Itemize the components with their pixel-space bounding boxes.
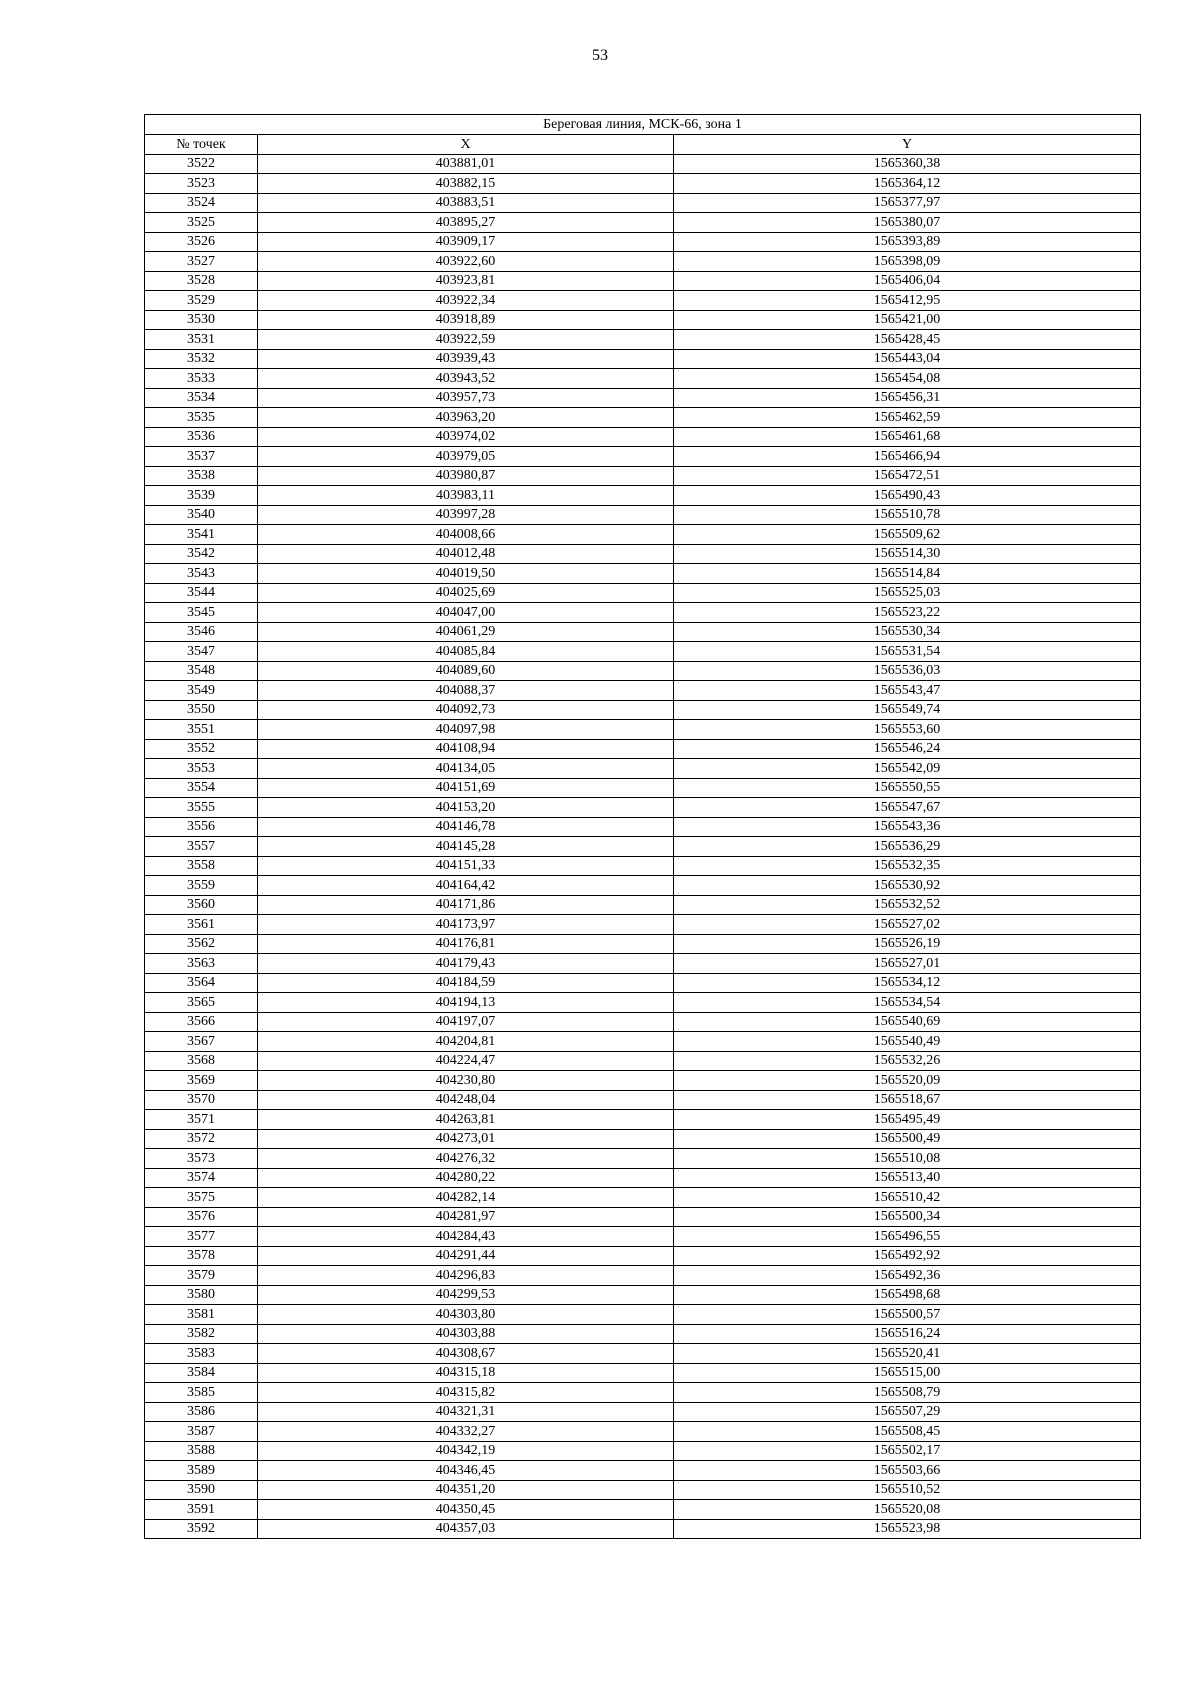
table-row: [145, 310, 1141, 330]
x-coordinate-cell: 403983,11: [258, 486, 674, 506]
column-header-point-number: № точек: [145, 135, 258, 155]
table-row: [145, 1188, 1141, 1208]
point-number-cell: 3534: [145, 388, 258, 408]
x-coordinate-cell: 404134,05: [258, 759, 674, 779]
x-coordinate-cell: 404019,50: [258, 564, 674, 584]
table-row: [145, 252, 1141, 272]
y-coordinate-cell: 1565514,84: [674, 564, 1141, 584]
x-coordinate-cell: 403980,87: [258, 466, 674, 486]
table-row: [145, 1305, 1141, 1325]
y-coordinate-cell: 1565377,97: [674, 193, 1141, 213]
table-row: [145, 427, 1141, 447]
x-coordinate-cell: 404230,80: [258, 1071, 674, 1091]
y-coordinate-cell: 1565398,09: [674, 252, 1141, 272]
point-number-cell: 3540: [145, 505, 258, 525]
y-coordinate-cell: 1565518,67: [674, 1090, 1141, 1110]
point-number-cell: 3574: [145, 1168, 258, 1188]
point-number-cell: 3560: [145, 895, 258, 915]
y-coordinate-cell: 1565510,08: [674, 1149, 1141, 1169]
point-number-cell: 3531: [145, 330, 258, 350]
table-row: [145, 1441, 1141, 1461]
point-number-cell: 3530: [145, 310, 258, 330]
table-row: [145, 622, 1141, 642]
point-number-cell: 3542: [145, 544, 258, 564]
x-coordinate-cell: 404173,97: [258, 915, 674, 935]
x-coordinate-cell: 404284,43: [258, 1227, 674, 1247]
table-row: [145, 544, 1141, 564]
x-coordinate-cell: 404315,82: [258, 1383, 674, 1403]
y-coordinate-cell: 1565360,38: [674, 154, 1141, 174]
y-coordinate-cell: 1565495,49: [674, 1110, 1141, 1130]
table-row: [145, 388, 1141, 408]
y-coordinate-cell: 1565406,04: [674, 271, 1141, 291]
table-row: [145, 1480, 1141, 1500]
x-coordinate-cell: 403957,73: [258, 388, 674, 408]
point-number-cell: 3559: [145, 876, 258, 896]
point-number-cell: 3547: [145, 642, 258, 662]
y-coordinate-cell: 1565443,04: [674, 349, 1141, 369]
x-coordinate-cell: 404303,88: [258, 1324, 674, 1344]
x-coordinate-cell: 403979,05: [258, 447, 674, 467]
x-coordinate-cell: 404025,69: [258, 583, 674, 603]
point-number-cell: 3522: [145, 154, 258, 174]
table-row: [145, 1285, 1141, 1305]
y-coordinate-cell: 1565510,78: [674, 505, 1141, 525]
point-number-cell: 3569: [145, 1071, 258, 1091]
point-number-cell: 3533: [145, 369, 258, 389]
y-coordinate-cell: 1565510,52: [674, 1480, 1141, 1500]
x-coordinate-cell: 403882,15: [258, 174, 674, 194]
y-coordinate-cell: 1565547,67: [674, 798, 1141, 818]
table-row: [145, 330, 1141, 350]
point-number-cell: 3585: [145, 1383, 258, 1403]
point-number-cell: 3586: [145, 1402, 258, 1422]
table-row: [145, 934, 1141, 954]
table-row: [145, 193, 1141, 213]
y-coordinate-cell: 1565516,24: [674, 1324, 1141, 1344]
y-coordinate-cell: 1565525,03: [674, 583, 1141, 603]
table-row: [145, 1032, 1141, 1052]
table-row: [145, 1422, 1141, 1442]
point-number-cell: 3581: [145, 1305, 258, 1325]
y-coordinate-cell: 1565421,00: [674, 310, 1141, 330]
point-number-cell: 3554: [145, 778, 258, 798]
table-row: [145, 1071, 1141, 1091]
y-coordinate-cell: 1565364,12: [674, 174, 1141, 194]
table-body: [145, 154, 1141, 1539]
y-coordinate-cell: 1565520,41: [674, 1344, 1141, 1364]
y-coordinate-cell: 1565532,35: [674, 856, 1141, 876]
table-title-row: [145, 115, 1141, 135]
x-coordinate-cell: 404012,48: [258, 544, 674, 564]
y-coordinate-cell: 1565508,45: [674, 1422, 1141, 1442]
table-row: [145, 583, 1141, 603]
y-coordinate-cell: 1565527,01: [674, 954, 1141, 974]
table-row: [145, 1110, 1141, 1130]
table-row: [145, 1383, 1141, 1403]
x-coordinate-cell: 404061,29: [258, 622, 674, 642]
x-coordinate-cell: 404281,97: [258, 1207, 674, 1227]
point-number-cell: 3557: [145, 837, 258, 857]
point-number-cell: 3576: [145, 1207, 258, 1227]
y-coordinate-cell: 1565550,55: [674, 778, 1141, 798]
point-number-cell: 3550: [145, 700, 258, 720]
y-coordinate-cell: 1565536,03: [674, 661, 1141, 681]
x-coordinate-cell: 403922,60: [258, 252, 674, 272]
table-row: [145, 915, 1141, 935]
y-coordinate-cell: 1565498,68: [674, 1285, 1141, 1305]
y-coordinate-cell: 1565461,68: [674, 427, 1141, 447]
y-coordinate-cell: 1565534,12: [674, 973, 1141, 993]
y-coordinate-cell: 1565536,29: [674, 837, 1141, 857]
table-row: [145, 1461, 1141, 1481]
y-coordinate-cell: 1565508,79: [674, 1383, 1141, 1403]
table-row: [145, 505, 1141, 525]
table-row: [145, 1207, 1141, 1227]
y-coordinate-cell: 1565500,34: [674, 1207, 1141, 1227]
x-coordinate-cell: 404151,69: [258, 778, 674, 798]
column-header-x: X: [258, 135, 674, 155]
x-coordinate-cell: 404194,13: [258, 993, 674, 1013]
table-row: [145, 778, 1141, 798]
y-coordinate-cell: 1565503,66: [674, 1461, 1141, 1481]
x-coordinate-cell: 404351,20: [258, 1480, 674, 1500]
table-row: [145, 661, 1141, 681]
point-number-cell: 3552: [145, 739, 258, 759]
table-row: [145, 1227, 1141, 1247]
y-coordinate-cell: 1565530,92: [674, 876, 1141, 896]
x-coordinate-cell: 404276,32: [258, 1149, 674, 1169]
x-coordinate-cell: 404342,19: [258, 1441, 674, 1461]
table-row: [145, 1402, 1141, 1422]
x-coordinate-cell: 404296,83: [258, 1266, 674, 1286]
x-coordinate-cell: 403895,27: [258, 213, 674, 233]
point-number-cell: 3563: [145, 954, 258, 974]
table-row: [145, 759, 1141, 779]
x-coordinate-cell: 403974,02: [258, 427, 674, 447]
x-coordinate-cell: 404179,43: [258, 954, 674, 974]
table-row: [145, 603, 1141, 623]
x-coordinate-cell: 404248,04: [258, 1090, 674, 1110]
point-number-cell: 3523: [145, 174, 258, 194]
y-coordinate-cell: 1565500,49: [674, 1129, 1141, 1149]
point-number-cell: 3590: [145, 1480, 258, 1500]
x-coordinate-cell: 404303,80: [258, 1305, 674, 1325]
y-coordinate-cell: 1565549,74: [674, 700, 1141, 720]
x-coordinate-cell: 404085,84: [258, 642, 674, 662]
table-row: [145, 642, 1141, 662]
x-coordinate-cell: 404047,00: [258, 603, 674, 623]
table-row: [145, 525, 1141, 545]
y-coordinate-cell: 1565527,02: [674, 915, 1141, 935]
y-coordinate-cell: 1565428,45: [674, 330, 1141, 350]
point-number-cell: 3538: [145, 466, 258, 486]
point-number-cell: 3558: [145, 856, 258, 876]
table-row: [145, 876, 1141, 896]
table-row: [145, 1090, 1141, 1110]
y-coordinate-cell: 1565502,17: [674, 1441, 1141, 1461]
table-row: [145, 954, 1141, 974]
table-row: [145, 700, 1141, 720]
point-number-cell: 3588: [145, 1441, 258, 1461]
table-row: [145, 1519, 1141, 1539]
x-coordinate-cell: 404184,59: [258, 973, 674, 993]
point-number-cell: 3579: [145, 1266, 258, 1286]
y-coordinate-cell: 1565466,94: [674, 447, 1141, 467]
point-number-cell: 3539: [145, 486, 258, 506]
y-coordinate-cell: 1565380,07: [674, 213, 1141, 233]
x-coordinate-cell: 404224,47: [258, 1051, 674, 1071]
x-coordinate-cell: 404282,14: [258, 1188, 674, 1208]
point-number-cell: 3584: [145, 1363, 258, 1383]
point-number-cell: 3577: [145, 1227, 258, 1247]
x-coordinate-cell: 403943,52: [258, 369, 674, 389]
point-number-cell: 3527: [145, 252, 258, 272]
x-coordinate-cell: 403923,81: [258, 271, 674, 291]
point-number-cell: 3578: [145, 1246, 258, 1266]
y-coordinate-cell: 1565543,36: [674, 817, 1141, 837]
table-row: [145, 1363, 1141, 1383]
point-number-cell: 3548: [145, 661, 258, 681]
table-row: [145, 1129, 1141, 1149]
y-coordinate-cell: 1565507,29: [674, 1402, 1141, 1422]
x-coordinate-cell: 404176,81: [258, 934, 674, 954]
y-coordinate-cell: 1565490,43: [674, 486, 1141, 506]
point-number-cell: 3546: [145, 622, 258, 642]
table-row: [145, 1149, 1141, 1169]
y-coordinate-cell: 1565454,08: [674, 369, 1141, 389]
point-number-cell: 3566: [145, 1012, 258, 1032]
point-number-cell: 3549: [145, 681, 258, 701]
table-row: [145, 154, 1141, 174]
table-row: [145, 486, 1141, 506]
point-number-cell: 3573: [145, 1149, 258, 1169]
y-coordinate-cell: 1565523,98: [674, 1519, 1141, 1539]
x-coordinate-cell: 404350,45: [258, 1500, 674, 1520]
table-row: [145, 837, 1141, 857]
x-coordinate-cell: 404308,67: [258, 1344, 674, 1364]
table-row: [145, 271, 1141, 291]
x-coordinate-cell: 404315,18: [258, 1363, 674, 1383]
point-number-cell: 3564: [145, 973, 258, 993]
point-number-cell: 3587: [145, 1422, 258, 1442]
y-coordinate-cell: 1565492,92: [674, 1246, 1141, 1266]
point-number-cell: 3526: [145, 232, 258, 252]
x-coordinate-cell: 404280,22: [258, 1168, 674, 1188]
y-coordinate-cell: 1565520,08: [674, 1500, 1141, 1520]
table-row: [145, 1168, 1141, 1188]
point-number-cell: 3528: [145, 271, 258, 291]
table-row: [145, 447, 1141, 467]
y-coordinate-cell: 1565412,95: [674, 291, 1141, 311]
table-row: [145, 1246, 1141, 1266]
point-number-cell: 3537: [145, 447, 258, 467]
y-coordinate-cell: 1565509,62: [674, 525, 1141, 545]
point-number-cell: 3555: [145, 798, 258, 818]
y-coordinate-cell: 1565513,40: [674, 1168, 1141, 1188]
y-coordinate-cell: 1565532,26: [674, 1051, 1141, 1071]
x-coordinate-cell: 404151,33: [258, 856, 674, 876]
point-number-cell: 3532: [145, 349, 258, 369]
x-coordinate-cell: 404171,86: [258, 895, 674, 915]
point-number-cell: 3525: [145, 213, 258, 233]
x-coordinate-cell: 404204,81: [258, 1032, 674, 1052]
x-coordinate-cell: 404321,31: [258, 1402, 674, 1422]
point-number-cell: 3562: [145, 934, 258, 954]
y-coordinate-cell: 1565456,31: [674, 388, 1141, 408]
point-number-cell: 3567: [145, 1032, 258, 1052]
table-row: [145, 174, 1141, 194]
x-coordinate-cell: 403922,34: [258, 291, 674, 311]
x-coordinate-cell: 404097,98: [258, 720, 674, 740]
y-coordinate-cell: 1565530,34: [674, 622, 1141, 642]
x-coordinate-cell: 404153,20: [258, 798, 674, 818]
y-coordinate-cell: 1565532,52: [674, 895, 1141, 915]
point-number-cell: 3543: [145, 564, 258, 584]
point-number-cell: 3592: [145, 1519, 258, 1539]
x-coordinate-cell: 404092,73: [258, 700, 674, 720]
point-number-cell: 3541: [145, 525, 258, 545]
point-number-cell: 3553: [145, 759, 258, 779]
column-header-y: Y: [674, 135, 1141, 155]
point-number-cell: 3591: [145, 1500, 258, 1520]
y-coordinate-cell: 1565543,47: [674, 681, 1141, 701]
table-row: [145, 1344, 1141, 1364]
y-coordinate-cell: 1565492,36: [674, 1266, 1141, 1286]
x-coordinate-cell: 404291,44: [258, 1246, 674, 1266]
point-number-cell: 3544: [145, 583, 258, 603]
table-row: [145, 408, 1141, 428]
point-number-cell: 3535: [145, 408, 258, 428]
table-row: [145, 291, 1141, 311]
x-coordinate-cell: 404146,78: [258, 817, 674, 837]
table-row: [145, 213, 1141, 233]
point-number-cell: 3536: [145, 427, 258, 447]
table-row: [145, 1012, 1141, 1032]
table-row: [145, 1266, 1141, 1286]
point-number-cell: 3524: [145, 193, 258, 213]
x-coordinate-cell: 404263,81: [258, 1110, 674, 1130]
y-coordinate-cell: 1565546,24: [674, 739, 1141, 759]
table-row: [145, 993, 1141, 1013]
table-header-row: [145, 135, 1141, 155]
y-coordinate-cell: 1565523,22: [674, 603, 1141, 623]
y-coordinate-cell: 1565393,89: [674, 232, 1141, 252]
x-coordinate-cell: 404108,94: [258, 739, 674, 759]
x-coordinate-cell: 404332,27: [258, 1422, 674, 1442]
table-row: [145, 466, 1141, 486]
table-row: [145, 817, 1141, 837]
y-coordinate-cell: 1565553,60: [674, 720, 1141, 740]
table-row: [145, 973, 1141, 993]
table-row: [145, 1500, 1141, 1520]
y-coordinate-cell: 1565534,54: [674, 993, 1141, 1013]
x-coordinate-cell: 404273,01: [258, 1129, 674, 1149]
table-row: [145, 739, 1141, 759]
x-coordinate-cell: 403881,01: [258, 154, 674, 174]
x-coordinate-cell: 404299,53: [258, 1285, 674, 1305]
x-coordinate-cell: 403963,20: [258, 408, 674, 428]
x-coordinate-cell: 404346,45: [258, 1461, 674, 1481]
table-row: [145, 1324, 1141, 1344]
x-coordinate-cell: 403909,17: [258, 232, 674, 252]
y-coordinate-cell: 1565526,19: [674, 934, 1141, 954]
x-coordinate-cell: 403922,59: [258, 330, 674, 350]
point-number-cell: 3580: [145, 1285, 258, 1305]
point-number-cell: 3545: [145, 603, 258, 623]
x-coordinate-cell: 404088,37: [258, 681, 674, 701]
x-coordinate-cell: 404357,03: [258, 1519, 674, 1539]
y-coordinate-cell: 1565540,49: [674, 1032, 1141, 1052]
x-coordinate-cell: 403997,28: [258, 505, 674, 525]
y-coordinate-cell: 1565515,00: [674, 1363, 1141, 1383]
table-row: [145, 232, 1141, 252]
y-coordinate-cell: 1565510,42: [674, 1188, 1141, 1208]
point-number-cell: 3570: [145, 1090, 258, 1110]
point-number-cell: 3561: [145, 915, 258, 935]
table-row: [145, 856, 1141, 876]
table-row: [145, 720, 1141, 740]
point-number-cell: 3572: [145, 1129, 258, 1149]
point-number-cell: 3568: [145, 1051, 258, 1071]
table-row: [145, 681, 1141, 701]
y-coordinate-cell: 1565520,09: [674, 1071, 1141, 1091]
x-coordinate-cell: 404197,07: [258, 1012, 674, 1032]
page-number: 53: [592, 47, 608, 64]
table-row: [145, 564, 1141, 584]
y-coordinate-cell: 1565531,54: [674, 642, 1141, 662]
x-coordinate-cell: 404089,60: [258, 661, 674, 681]
y-coordinate-cell: 1565540,69: [674, 1012, 1141, 1032]
coordinates-table: [144, 114, 1141, 1539]
x-coordinate-cell: 403918,89: [258, 310, 674, 330]
point-number-cell: 3529: [145, 291, 258, 311]
y-coordinate-cell: 1565514,30: [674, 544, 1141, 564]
x-coordinate-cell: 404145,28: [258, 837, 674, 857]
point-number-cell: 3583: [145, 1344, 258, 1364]
y-coordinate-cell: 1565462,59: [674, 408, 1141, 428]
y-coordinate-cell: 1565472,51: [674, 466, 1141, 486]
point-number-cell: 3589: [145, 1461, 258, 1481]
x-coordinate-cell: 403939,43: [258, 349, 674, 369]
point-number-cell: 3582: [145, 1324, 258, 1344]
table-row: [145, 1051, 1141, 1071]
table-row: [145, 369, 1141, 389]
x-coordinate-cell: 404164,42: [258, 876, 674, 896]
table-title: Береговая линия, МСК-66, зона 1: [145, 115, 1141, 135]
point-number-cell: 3575: [145, 1188, 258, 1208]
y-coordinate-cell: 1565542,09: [674, 759, 1141, 779]
x-coordinate-cell: 404008,66: [258, 525, 674, 545]
point-number-cell: 3551: [145, 720, 258, 740]
y-coordinate-cell: 1565500,57: [674, 1305, 1141, 1325]
table-row: [145, 798, 1141, 818]
point-number-cell: 3571: [145, 1110, 258, 1130]
point-number-cell: 3565: [145, 993, 258, 1013]
table-row: [145, 349, 1141, 369]
y-coordinate-cell: 1565496,55: [674, 1227, 1141, 1247]
x-coordinate-cell: 403883,51: [258, 193, 674, 213]
point-number-cell: 3556: [145, 817, 258, 837]
table-row: [145, 895, 1141, 915]
